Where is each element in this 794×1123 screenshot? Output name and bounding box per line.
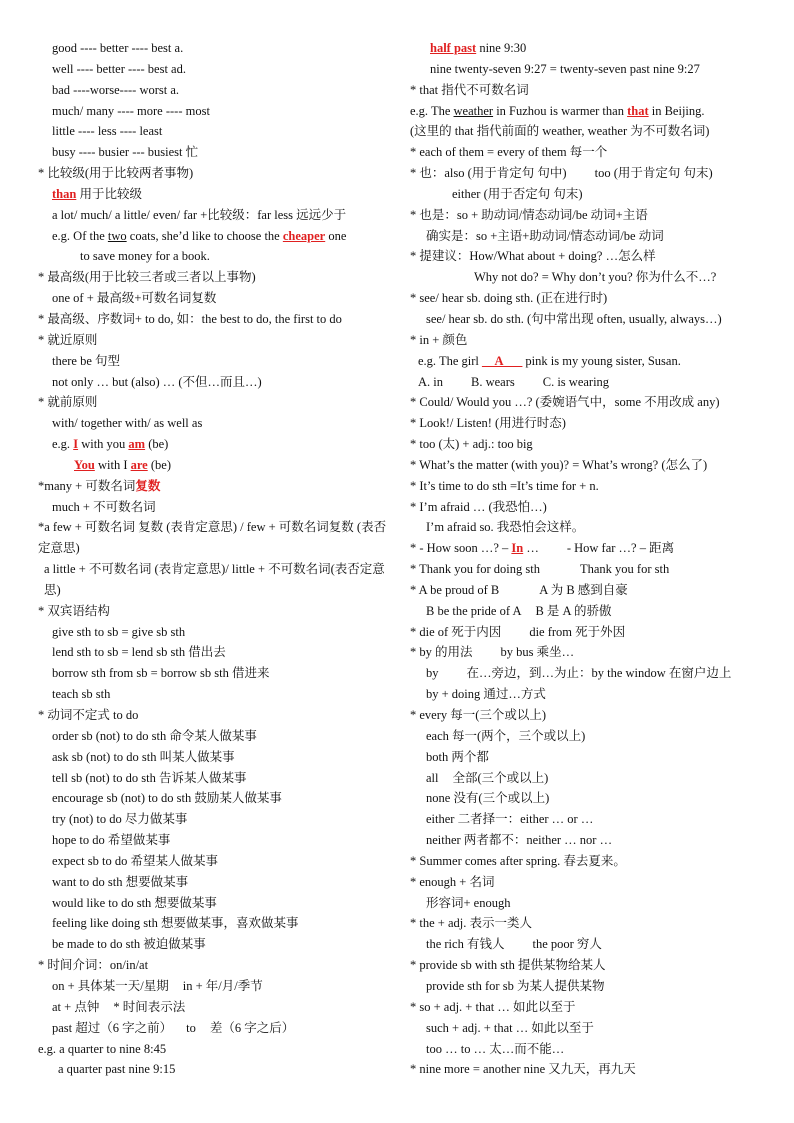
left-column: [38, 38, 390, 1080]
text-line: there be 句型: [52, 353, 121, 368]
section-heading: * 动词不定式 to do: [38, 708, 139, 722]
text-line: with/ together with/ as well as: [52, 416, 203, 431]
section-heading: * What’s the matter (with you)? = What’s wrong? (怎么了): [410, 457, 708, 472]
section-heading: * die of 死于内因 die from 死于外因: [410, 624, 626, 639]
text-line: (这里的 that 指代前面的 weather, weather 为不可数名词): [410, 124, 710, 139]
section-heading: * A be proud of B A 为 B 感到自豪: [410, 582, 628, 597]
text-line: well ---- better ---- best ad.: [52, 61, 186, 76]
text-line: lend sth to sb = lend sb sth 借出去: [52, 645, 226, 660]
right-column: [410, 38, 782, 1080]
section-heading: * Look!/ Listen! (用进行时态): [410, 416, 566, 431]
text-line: much + 不可数名词: [52, 499, 156, 514]
text-line: not only … but (also) … (不但…而且…): [52, 374, 262, 389]
text-line: a lot/ much/ a little/ even/ far +比较级：far less 远远少于: [52, 207, 347, 222]
text-line: on + 具体某一天/星期 in + 年/月/季节: [52, 978, 263, 993]
text-line: tell sb (not) to do sth 告诉某人做某事: [52, 770, 247, 785]
section-heading: * It’s time to do sth =It’s time for + n.: [410, 478, 599, 493]
example-line: e.g. I with you am (be): [52, 437, 169, 452]
text-line: neither 两者都不：neither … nor …: [426, 833, 613, 848]
section-heading: * that 指代不可数名词: [410, 82, 529, 97]
text-line: give sth to sb = give sb sth: [52, 624, 186, 639]
section-heading: * Summer comes after spring. 春去夏来。: [410, 853, 626, 868]
text-line: provide sth for sb 为某人提供某物: [426, 978, 605, 993]
text-line: such + adj. + that … 如此以至于: [426, 1020, 594, 1035]
text-line: by + doing 通过…方式: [426, 687, 546, 702]
section-heading: * 双宾语结构: [38, 603, 110, 618]
text-line: too … to … 太…而不能…: [426, 1041, 565, 1056]
section-heading: * 提建议：How/What about + doing? …怎么样: [410, 249, 656, 264]
section-heading: * 比较级(用于比较两者事物): [38, 166, 194, 181]
text-line: feeling like doing sth 想要做某事，喜欢做某事: [52, 916, 299, 931]
section-heading: * provide sb with sth 提供某物给某人: [410, 958, 606, 973]
text-line: order sb (not) to do sth 命令某人做某事: [52, 728, 257, 743]
section-heading: * I’m afraid … (我恐怕…): [410, 499, 547, 514]
example-line: You with I are (be): [74, 457, 171, 472]
text-line: half past nine 9:30: [430, 41, 527, 55]
example-line: e.g. Of the two coats, she’d like to choose the cheaper one: [52, 228, 347, 243]
text-line: much/ many ---- more ---- most: [52, 103, 210, 118]
section-heading: * enough + 名词: [410, 874, 495, 889]
text-line: both 两个都: [426, 749, 489, 764]
text-line: little ---- less ---- least: [52, 124, 163, 139]
text-line: borrow sth from sb = borrow sb sth 借进来: [52, 666, 270, 681]
text-line: good ---- better ---- best a.: [52, 41, 184, 55]
text-line: at + 点钟 * 时间表示法: [52, 999, 186, 1014]
text-line: hope to do 希望做某事: [52, 833, 171, 848]
text-line: either 二者择一：either … or …: [426, 812, 594, 827]
text-line: all 全部(三个或以上): [426, 770, 549, 785]
text-line: expect sb to do 希望某人做某事: [52, 853, 218, 868]
text-line: bad ----worse---- worst a.: [52, 82, 180, 97]
text-line: none 没有(三个或以上): [426, 791, 550, 806]
section-heading: * the + adj. 表示一类人: [410, 916, 532, 931]
section-heading: * - How soon …? – In … - How far …? – 距离: [410, 541, 675, 556]
text-line: one of + 最高级+可数名词复数: [52, 291, 217, 306]
section-heading: *a few + 可数名词 复数 (表肯定意思) / few + 可数名词复数 (表否定意思): [38, 520, 387, 556]
text-line: encourage sb (not) to do sth 鼓励某人做某事: [52, 791, 282, 806]
text-line: I’m afraid so. 我恐怕会这样。: [426, 520, 585, 535]
section-heading: * 最高级(用于比较三者或三者以上事物): [38, 270, 256, 285]
section-heading: * in + 颜色: [410, 332, 468, 347]
text-line: busy ---- busier --- busiest 忙: [52, 145, 199, 160]
options-line: A. in B. wears C. is wearing: [418, 374, 610, 389]
section-heading: * 就前原则: [38, 395, 98, 410]
text-line: 确实是：so +主语+助动词/情态动词/be 动词: [426, 228, 664, 243]
example-line: e.g. The girl __A___ pink is my young sister, Susan.: [418, 353, 681, 368]
text-line: ask sb (not) to do sth 叫某人做某事: [52, 749, 235, 764]
section-heading: * so + adj. + that … 如此以至于: [410, 999, 576, 1014]
section-heading: * by 的用法 by bus 乘坐…: [410, 645, 575, 660]
text-line: each 每一(两个，三个或以上): [426, 728, 586, 743]
text-line: either (用于否定句 句末): [452, 186, 583, 201]
section-heading: * nine more = another nine 又九天，再九天: [410, 1062, 636, 1077]
section-heading: * 最高级、序数词+ to do, 如：the best to do, the first to do: [38, 311, 342, 326]
text-line: be made to do sth 被迫做某事: [52, 937, 206, 952]
section-heading: * 就近原则: [38, 332, 98, 347]
text-line: try (not) to do 尽力做某事: [52, 812, 188, 827]
example-line: e.g. a quarter to nine 8:45: [38, 1041, 167, 1056]
section-heading: * 也：also (用于肯定句 句中) too (用于肯定句 句末): [410, 166, 713, 181]
text-line: Why not do? = Why don’t you? 你为什么不…?: [474, 270, 717, 285]
example-line: e.g. The weather in Fuzhou is warmer than that in Beijing.: [410, 103, 705, 118]
text-line: than 用于比较级: [52, 186, 142, 201]
section-heading: * Could/ Would you …? (委婉语气中，some 不用改成 any): [410, 395, 720, 410]
text-line: to save money for a book.: [80, 249, 210, 264]
text-line: nine twenty-seven 9:27 = twenty-seven past nine 9:27: [430, 61, 700, 76]
section-heading: * every 每一(三个或以上): [410, 708, 547, 722]
text-line: see/ hear sb. do sth. (句中常出现 often, usually, always…): [426, 311, 722, 326]
text-line: would like to do sth 想要做某事: [52, 895, 217, 910]
section-heading: * each of them = every of them 每一个: [410, 145, 608, 160]
text-line: a little + 不可数名词 (表肯定意思)/ little + 不可数名词(表否定意思): [44, 562, 385, 597]
example-line: a quarter past nine 9:15: [58, 1062, 176, 1077]
section-heading: * Thank you for doing sth Thank you for sth: [410, 562, 670, 577]
text-line: teach sb sth: [52, 687, 111, 702]
text-line: by 在…旁边，到…为止：by the window 在窗户边上: [426, 666, 732, 681]
section-heading: *many + 可数名词复数: [38, 478, 161, 493]
text-line: 形容词+ enough: [426, 895, 511, 910]
section-heading: * 也是：so + 助动词/情态动词/be 动词+主语: [410, 207, 648, 222]
section-heading: * see/ hear sb. doing sth. (正在进行时): [410, 291, 608, 306]
text-line: want to do sth 想要做某事: [52, 874, 189, 889]
text-line: the rich 有钱人 the poor 穷人: [426, 937, 602, 952]
text-line: past 超过（6 字之前） to 差（6 字之后）: [52, 1020, 295, 1035]
text-line: B be the pride of A B 是 A 的骄傲: [426, 603, 612, 618]
section-heading: * too (太) + adj.: too big: [410, 437, 533, 452]
section-heading: * 时间介词：on/in/at: [38, 958, 149, 973]
